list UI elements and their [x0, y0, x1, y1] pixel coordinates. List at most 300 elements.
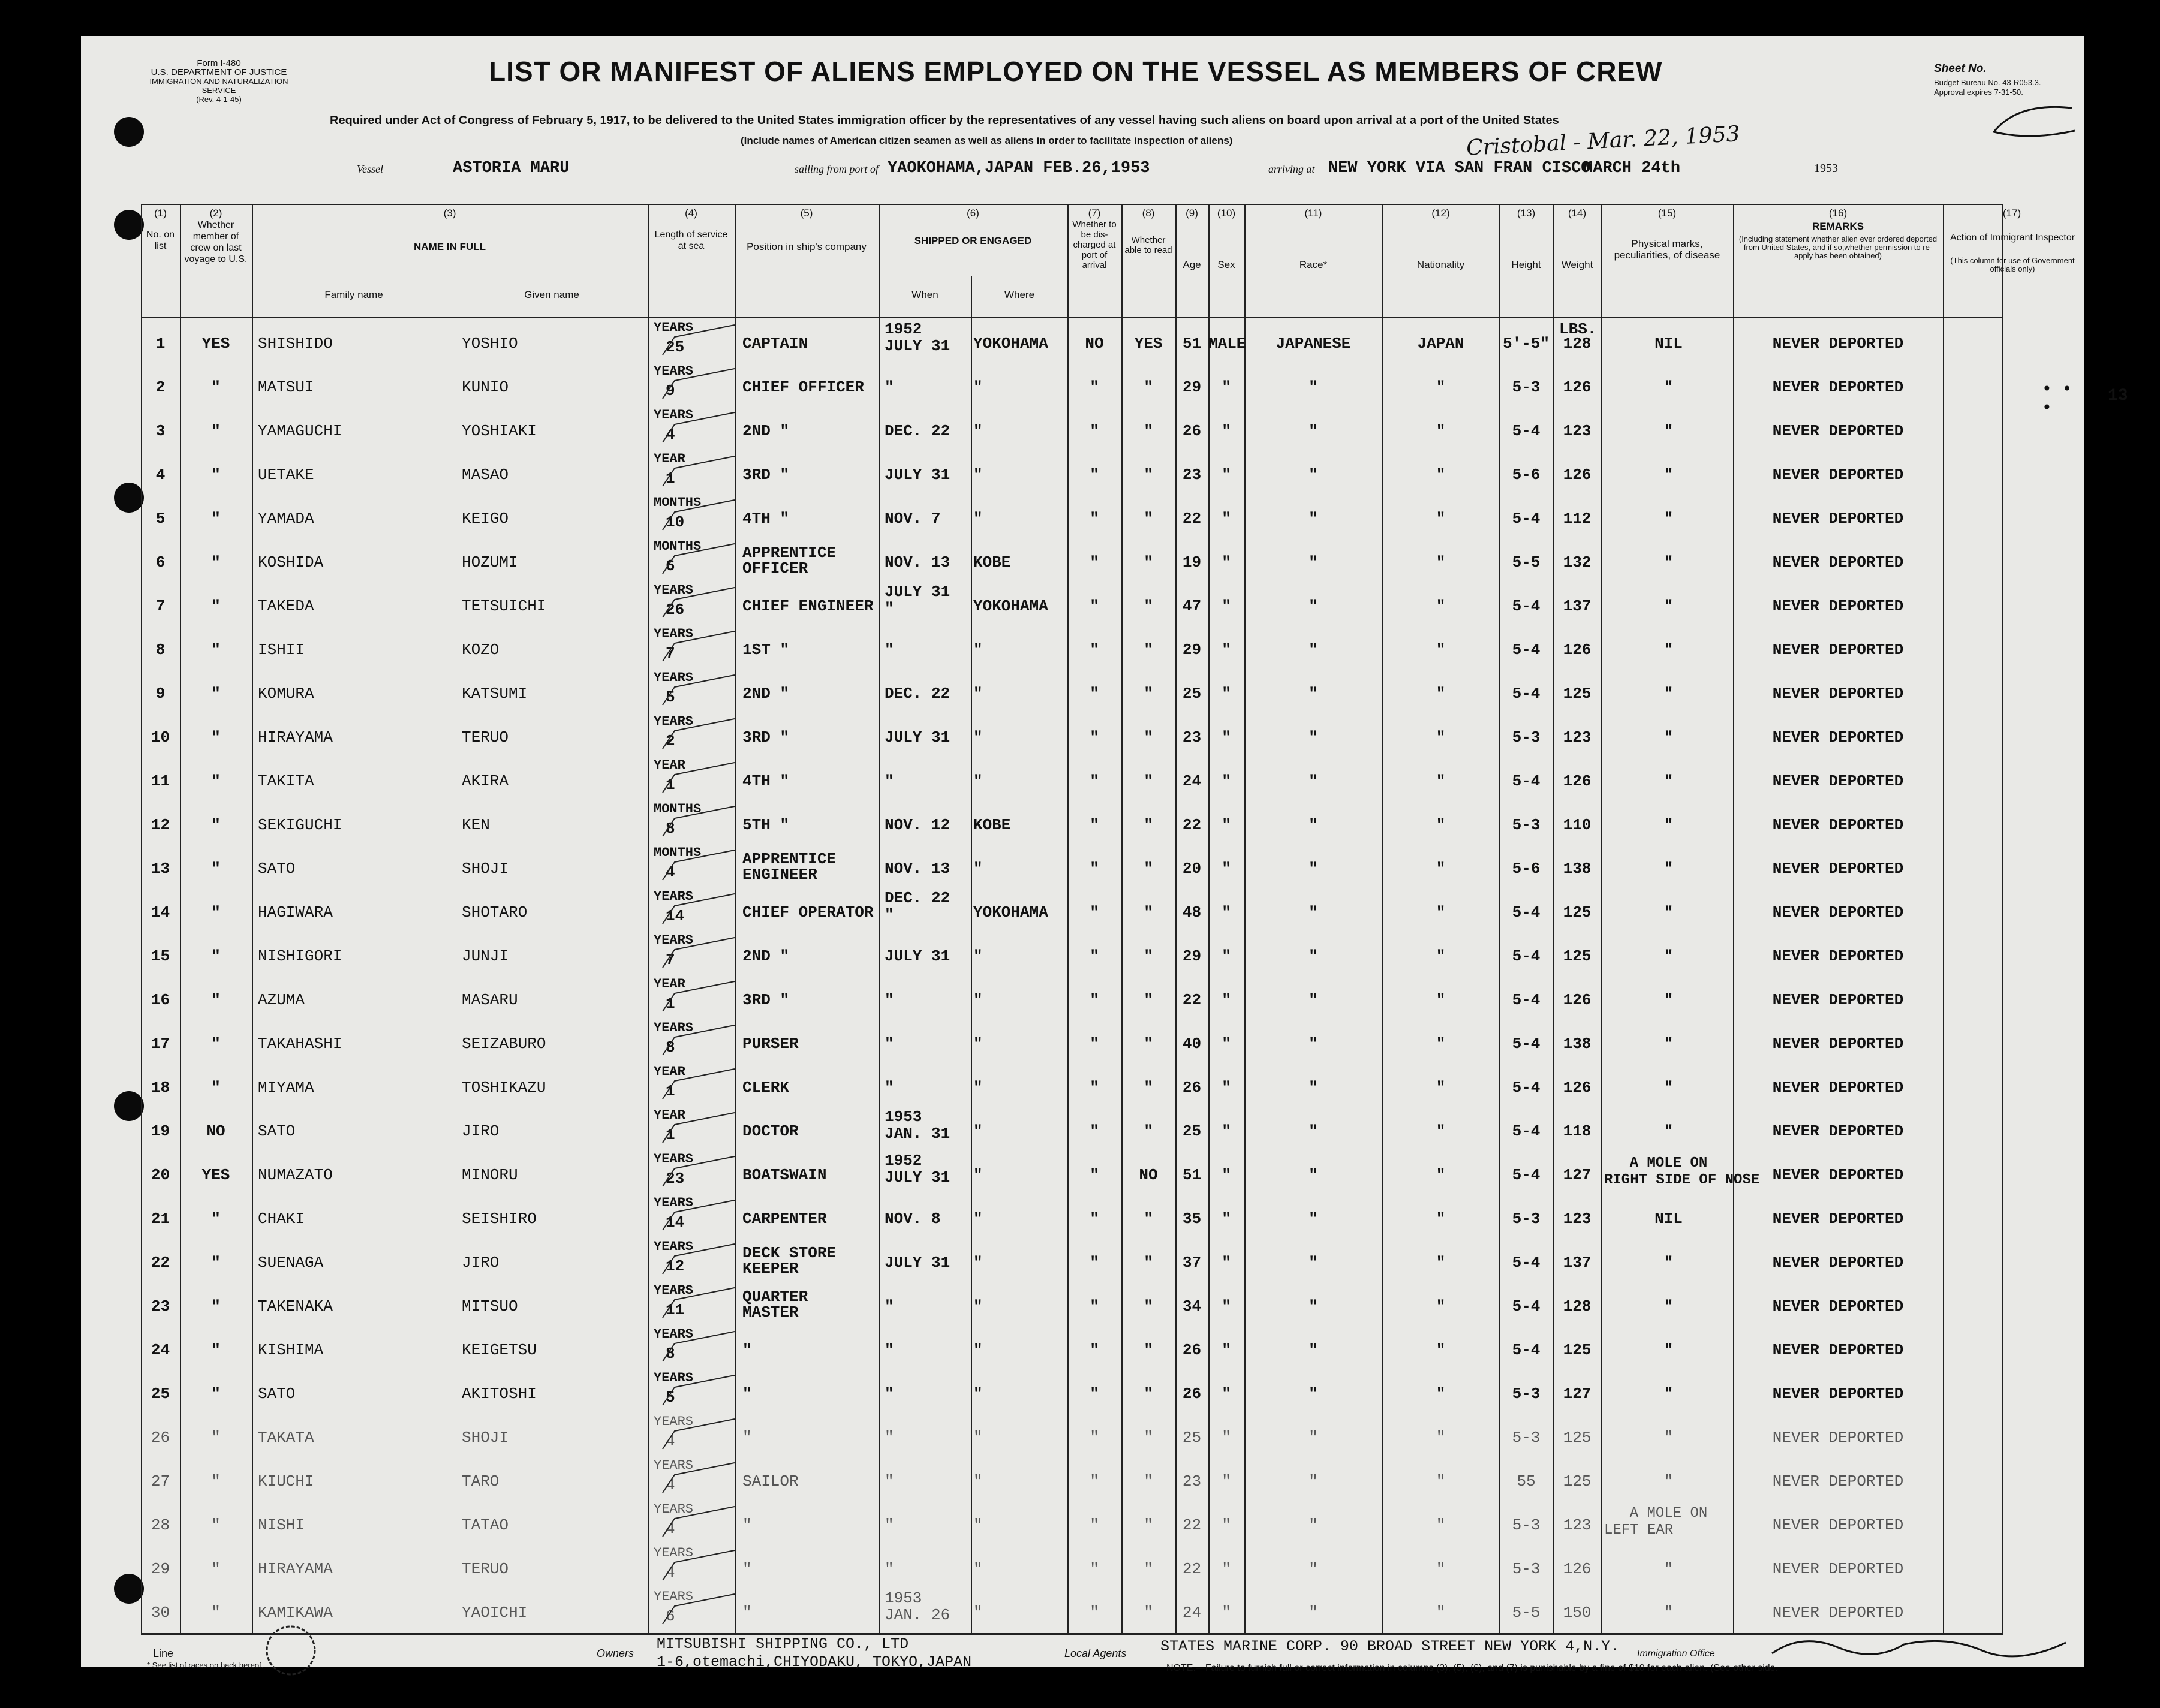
age-cell: 23 — [1182, 728, 1202, 746]
physical-marks-cell: A MOLE ON — [1629, 1505, 1708, 1522]
col-num: (6) — [967, 207, 979, 219]
race-cell: " — [1308, 903, 1318, 921]
race-cell: " — [1308, 991, 1318, 1009]
pen-check-mark — [651, 669, 741, 711]
given-name-cell: MASAO — [462, 466, 509, 484]
physical-marks-cell: " — [1663, 378, 1674, 396]
weight-cell: 123 — [1563, 728, 1592, 746]
nationality-cell: " — [1436, 641, 1446, 659]
physical-marks-cell: " — [1663, 553, 1674, 571]
family-name-cell: TAKITA — [258, 772, 314, 790]
col-physical-marks: Physical marks, peculiarities, of disease — [1614, 238, 1720, 261]
height-cell: 5-5 — [1512, 1604, 1541, 1622]
remarks-cell: NEVER DEPORTED — [1772, 1341, 1904, 1359]
pen-check-mark — [651, 1019, 741, 1061]
given-name-cell: SHOJI — [462, 860, 509, 878]
where-cell: " — [973, 466, 983, 484]
given-name-cell: TERUO — [462, 1560, 509, 1578]
vessel-name: ASTORIA MARU — [453, 159, 570, 177]
physical-marks-cell: " — [1663, 1341, 1674, 1359]
sex-cell: " — [1222, 597, 1231, 615]
sex-cell: " — [1222, 1560, 1231, 1578]
weight-cell: 126 — [1563, 772, 1592, 790]
read-cell: " — [1144, 991, 1153, 1009]
given-name-cell: KUNIO — [462, 378, 509, 396]
row-number: 28 — [151, 1516, 170, 1534]
nationality-cell: " — [1436, 1341, 1446, 1359]
sex-cell: " — [1222, 466, 1231, 484]
col-remarks: REMARKS — [1812, 221, 1864, 232]
col-num: (10) — [1217, 207, 1236, 219]
where-cell: " — [973, 1516, 983, 1534]
remarks-cell: NEVER DEPORTED — [1772, 510, 1904, 528]
given-name-cell: TATAO — [462, 1516, 509, 1534]
where-cell: " — [973, 947, 983, 965]
nationality-cell: " — [1436, 903, 1446, 921]
race-cell: " — [1308, 1254, 1318, 1272]
where-cell: " — [973, 1385, 983, 1403]
age-cell: 20 — [1182, 860, 1202, 878]
pen-check-mark — [651, 713, 741, 755]
age-cell: 51 — [1182, 1166, 1202, 1184]
row-number: 22 — [151, 1254, 170, 1272]
service-length-cell: 1 — [666, 776, 675, 794]
remarks-cell: NEVER DEPORTED — [1772, 422, 1904, 440]
crew-rows — [141, 319, 2001, 1632]
position-cell: CHIEF ENGINEER — [742, 597, 874, 615]
service-unit-cell: YEAR — [654, 451, 685, 466]
discharged-cell: " — [1090, 860, 1099, 878]
read-cell: " — [1144, 903, 1153, 921]
nationality-cell: " — [1436, 378, 1446, 396]
remarks-cell: NEVER DEPORTED — [1772, 1297, 1904, 1315]
position-cell-line2: MASTER — [742, 1303, 799, 1321]
family-name-cell: UETAKE — [258, 466, 314, 484]
last-voyage-cell: " — [211, 1429, 221, 1447]
when-cell: DEC. 22 — [885, 422, 950, 440]
col-name-in-full: NAME IN FULL — [414, 241, 486, 252]
physical-marks-cell: " — [1663, 466, 1674, 484]
col-num: (8) — [1142, 207, 1155, 219]
row-number: 30 — [151, 1604, 170, 1622]
weight-cell: 127 — [1563, 1166, 1592, 1184]
position-cell: " — [742, 1560, 752, 1578]
sex-cell: " — [1222, 1079, 1231, 1097]
weight-cell: 125 — [1563, 1429, 1592, 1447]
given-name-cell: KEN — [462, 816, 490, 834]
agents-label: Local Agents — [1064, 1647, 1127, 1659]
row-number: 26 — [151, 1429, 170, 1447]
table-row — [141, 1063, 2001, 1105]
read-cell: " — [1144, 728, 1153, 746]
last-voyage-cell: " — [211, 553, 221, 571]
given-name-cell: TARO — [462, 1472, 500, 1490]
race-cell: " — [1308, 772, 1318, 790]
read-cell: " — [1144, 1079, 1153, 1097]
age-cell: 25 — [1182, 685, 1202, 703]
position-cell: " — [742, 1341, 752, 1359]
service-unit-cell: YEARS — [654, 1502, 694, 1517]
race-cell: " — [1308, 597, 1318, 615]
row-number: 13 — [151, 860, 170, 878]
family-name-cell: KIUCHI — [258, 1472, 314, 1490]
discharged-cell: " — [1090, 641, 1099, 659]
read-cell: " — [1144, 685, 1153, 703]
physical-marks-cell: " — [1663, 422, 1674, 440]
position-cell: 3RD " — [742, 466, 790, 484]
read-cell: " — [1144, 510, 1153, 528]
discharged-cell: " — [1090, 466, 1099, 484]
discharged-cell: " — [1090, 816, 1099, 834]
last-voyage-cell: " — [211, 1385, 221, 1403]
age-cell: 22 — [1182, 991, 1202, 1009]
height-cell: 5-3 — [1512, 1210, 1541, 1228]
position-cell: " — [742, 1604, 752, 1622]
read-cell: " — [1144, 1472, 1153, 1490]
punch-hole — [114, 210, 144, 240]
service-unit-cell: YEARS — [654, 1370, 694, 1385]
service-unit-cell: YEARS — [654, 1239, 694, 1254]
family-name-cell: MIYAMA — [258, 1079, 314, 1097]
last-voyage-cell: " — [211, 772, 221, 790]
weight-cell: 126 — [1563, 1079, 1592, 1097]
table-row — [141, 363, 2001, 405]
col-discharged: Whether to be dis-charged at port of arrival — [1072, 219, 1117, 270]
physical-marks-cell: " — [1663, 1035, 1674, 1053]
service-length-cell: 1 — [666, 1082, 675, 1100]
nationality-cell: " — [1436, 422, 1446, 440]
when-year-cell: DEC. 22 — [885, 889, 950, 907]
table-row — [141, 1107, 2001, 1149]
sex-cell: " — [1222, 772, 1231, 790]
position-cell: 4TH " — [742, 510, 790, 528]
row-number: 1 — [155, 335, 166, 353]
subtitle: Required under Act of Congress of February 5, 1917, to be delivered to the United States immigration officer by the representatives of any vessel having such aliens on board upon arrival at a port of the United States — [330, 114, 1559, 127]
position-cell: 1ST " — [742, 641, 790, 659]
read-cell: " — [1144, 1122, 1153, 1140]
sex-cell: " — [1222, 510, 1231, 528]
arrival-date: MARCH 24th — [1583, 159, 1681, 177]
last-voyage-cell: " — [211, 1604, 221, 1622]
discharged-cell: " — [1090, 1166, 1099, 1184]
table-row — [141, 1150, 2001, 1193]
service-length-cell: 4 — [666, 426, 675, 444]
pen-check-mark — [651, 975, 741, 1017]
physical-marks-cell: " — [1663, 1297, 1674, 1315]
pen-check-mark — [651, 319, 741, 361]
height-cell: 5-4 — [1512, 641, 1541, 659]
pen-stroke — [1982, 96, 2078, 144]
weight-cell: 137 — [1563, 597, 1592, 615]
discharged-cell: " — [1090, 553, 1099, 571]
owners-address: 1-6,otemachi,CHIYODAKU, TOKYO,JAPAN — [657, 1653, 972, 1671]
remarks-cell: NEVER DEPORTED — [1772, 685, 1904, 703]
sex-cell: " — [1222, 728, 1231, 746]
when-cell: DEC. 22 — [885, 685, 950, 703]
discharged-cell: " — [1090, 1604, 1099, 1622]
given-name-cell: AKITOSHI — [462, 1385, 537, 1403]
official-stamp — [249, 1623, 333, 1677]
family-name-cell: NUMAZATO — [258, 1166, 333, 1184]
service-unit-cell: YEARS — [654, 1195, 694, 1210]
remarks-cell: NEVER DEPORTED — [1772, 1516, 1904, 1534]
nationality-cell: " — [1436, 860, 1446, 878]
discharged-cell: " — [1090, 422, 1099, 440]
table-row — [141, 1194, 2001, 1237]
table-row — [141, 1326, 2001, 1368]
remarks-cell: NEVER DEPORTED — [1772, 1079, 1904, 1097]
weight-cell: 137 — [1563, 1254, 1592, 1272]
sex-cell: " — [1222, 641, 1231, 659]
given-name-cell: YAOICHI — [462, 1604, 528, 1622]
service-length-cell: 1 — [666, 995, 675, 1013]
service-unit-cell: YEARS — [654, 1020, 694, 1035]
age-cell: 34 — [1182, 1297, 1202, 1315]
given-name-cell: TOSHIKAZU — [462, 1079, 546, 1097]
remarks-cell: NEVER DEPORTED — [1772, 903, 1904, 921]
table-row — [141, 713, 2001, 755]
position-cell: DECK STORE — [742, 1244, 837, 1262]
nationality-cell: " — [1436, 1472, 1446, 1490]
inspector-signature — [1766, 1629, 2078, 1665]
remarks-cell: NEVER DEPORTED — [1772, 1560, 1904, 1578]
position-cell: 4TH " — [742, 772, 790, 790]
last-voyage-cell: " — [211, 1210, 221, 1228]
service-length-cell: 14 — [666, 907, 685, 925]
age-cell: 22 — [1182, 816, 1202, 834]
col-num: (17) — [2002, 207, 2021, 219]
last-voyage-cell: " — [211, 685, 221, 703]
where-cell: YOKOHAMA — [973, 335, 1048, 353]
last-voyage-cell: " — [211, 1079, 221, 1097]
pen-check-mark — [651, 757, 741, 799]
col-num: (13) — [1517, 207, 1536, 219]
pen-check-mark — [651, 1326, 741, 1367]
service-unit-cell: YEARS — [654, 1283, 694, 1298]
table-row — [141, 932, 2001, 974]
given-name-cell: YOSHIAKI — [462, 422, 537, 440]
remarks-cell: NEVER DEPORTED — [1772, 466, 1904, 484]
read-cell: " — [1144, 1560, 1153, 1578]
table-row — [141, 800, 2001, 843]
when-year-cell: JULY 31 — [885, 583, 950, 601]
service-length-cell: 1 — [666, 1126, 675, 1144]
sex-cell: MALE — [1208, 335, 1246, 353]
height-cell: 5-4 — [1512, 1079, 1541, 1097]
sex-cell: " — [1222, 816, 1231, 834]
position-cell: " — [742, 1429, 752, 1447]
owners-label: Owners — [597, 1647, 634, 1659]
race-cell: " — [1308, 860, 1318, 878]
age-cell: 24 — [1182, 1604, 1202, 1622]
service-unit-cell: YEARS — [654, 889, 694, 904]
family-name-cell: SATO — [258, 860, 296, 878]
where-cell: " — [973, 1166, 983, 1184]
family-name-cell: SEKIGUCHI — [258, 816, 342, 834]
service-unit-cell: YEARS — [654, 1327, 694, 1342]
weight-cell: 112 — [1563, 510, 1592, 528]
sex-cell: " — [1222, 947, 1231, 965]
position-cell: DOCTOR — [742, 1122, 799, 1140]
service-length-cell: 4 — [666, 1564, 675, 1582]
service-unit-cell: YEARS — [654, 583, 694, 598]
physical-marks-cell: " — [1663, 1254, 1674, 1272]
weight-cell: 150 — [1563, 1604, 1592, 1622]
age-cell: 26 — [1182, 1385, 1202, 1403]
age-cell: 29 — [1182, 947, 1202, 965]
remarks-cell: NEVER DEPORTED — [1772, 947, 1904, 965]
physical-marks-cell: " — [1663, 1122, 1674, 1140]
height-cell: 55 — [1517, 1472, 1536, 1490]
discharged-cell: NO — [1085, 335, 1104, 353]
port-of-departure: YAOKOHAMA,JAPAN FEB.26,1953 — [888, 159, 1150, 177]
form-number: Form I-480 — [197, 58, 241, 68]
given-name-cell: AKIRA — [462, 772, 509, 790]
weight-cell: 138 — [1563, 860, 1592, 878]
read-cell: " — [1144, 1341, 1153, 1359]
weight-cell: 118 — [1563, 1122, 1592, 1140]
when-cell: JULY 31 — [885, 1168, 950, 1186]
service-length-cell: 4 — [666, 1476, 675, 1494]
row-number: 24 — [151, 1341, 170, 1359]
service-unit-cell: MONTHS — [654, 845, 702, 860]
pen-check-mark — [651, 625, 741, 667]
where-cell: " — [973, 728, 983, 746]
when-cell: " — [885, 1297, 894, 1315]
family-name-cell: CHAKI — [258, 1210, 305, 1228]
row-number: 14 — [151, 903, 170, 921]
when-year-cell: 1953 — [885, 1589, 922, 1607]
physical-marks-cell: A MOLE ON — [1629, 1155, 1708, 1171]
last-voyage-cell: " — [211, 466, 221, 484]
weight-cell: 138 — [1563, 1035, 1592, 1053]
when-year-cell: 1952 — [885, 1152, 922, 1170]
height-cell: 5-4 — [1512, 1122, 1541, 1140]
weight-cell: 126 — [1563, 378, 1592, 396]
discharged-cell: " — [1090, 1297, 1099, 1315]
last-voyage-cell: " — [211, 1297, 221, 1315]
race-cell: " — [1308, 1166, 1318, 1184]
race-cell: " — [1308, 641, 1318, 659]
weight-cell: 110 — [1563, 816, 1592, 834]
col-num: (4) — [685, 207, 697, 219]
weight-cell: 125 — [1563, 1472, 1592, 1490]
when-cell: JULY 31 — [885, 466, 950, 484]
sex-cell: " — [1222, 1035, 1231, 1053]
row-number: 11 — [151, 772, 170, 790]
col-action-note: (This column for use of Government officials only) — [1950, 256, 2075, 273]
service-length-cell: 7 — [666, 951, 675, 969]
read-cell: " — [1144, 1385, 1153, 1403]
nationality-cell: " — [1436, 1429, 1446, 1447]
punch-hole — [114, 483, 144, 513]
table-row — [141, 888, 2001, 930]
service-length-cell: 14 — [666, 1213, 685, 1231]
family-name-cell: KOSHIDA — [258, 553, 324, 571]
discharged-cell: " — [1090, 1516, 1099, 1534]
pen-check-mark — [651, 450, 741, 492]
voyage-line — [81, 156, 2084, 180]
last-voyage-cell: " — [211, 597, 221, 615]
table-row — [141, 1238, 2001, 1281]
given-name-cell: TERUO — [462, 728, 509, 746]
service-length-cell: 8 — [666, 1345, 675, 1363]
service: IMMIGRATION AND NATURALIZATION SERVICE — [149, 77, 288, 95]
height-cell: 5-3 — [1512, 1429, 1541, 1447]
where-cell: " — [973, 991, 983, 1009]
approval-expiry: Approval expires 7-31-50. — [1934, 88, 2023, 97]
sex-cell: " — [1222, 991, 1231, 1009]
service-length-cell: 2 — [666, 732, 675, 750]
col-weight: Weight — [1561, 259, 1593, 270]
nationality-cell: " — [1436, 1079, 1446, 1097]
table-row — [141, 582, 2001, 624]
where-cell: " — [973, 378, 983, 396]
height-cell: 5-4 — [1512, 422, 1541, 440]
discharged-cell: " — [1090, 1079, 1099, 1097]
discharged-cell: " — [1090, 991, 1099, 1009]
position-cell: CHIEF OFFICER — [742, 378, 864, 396]
pen-check-mark — [651, 1413, 741, 1455]
remarks-cell: NEVER DEPORTED — [1772, 1035, 1904, 1053]
table-row — [141, 494, 2001, 537]
service-unit-cell: MONTHS — [654, 539, 702, 554]
discharged-cell: " — [1090, 728, 1099, 746]
line-label: Line — [153, 1647, 174, 1659]
read-cell: " — [1144, 466, 1153, 484]
position-cell: APPRENTICE — [742, 850, 837, 868]
physical-marks-cell: " — [1663, 510, 1674, 528]
service-unit-cell: YEAR — [654, 1064, 685, 1079]
race-cell: " — [1308, 1035, 1318, 1053]
discharged-cell: " — [1090, 378, 1099, 396]
discharged-cell: " — [1090, 597, 1099, 615]
age-cell: 22 — [1182, 1516, 1202, 1534]
last-voyage-cell: " — [211, 378, 221, 396]
height-cell: 5-3 — [1512, 1385, 1541, 1403]
col-num: (11) — [1304, 207, 1322, 219]
service-unit-cell: YEARS — [654, 626, 694, 641]
height-cell: 5-6 — [1512, 860, 1541, 878]
nationality-cell: " — [1436, 466, 1446, 484]
when-cell: JULY 31 — [885, 337, 950, 355]
nationality-cell: JAPAN — [1417, 335, 1464, 353]
department: U.S. DEPARTMENT OF JUSTICE — [151, 67, 287, 77]
pen-check-mark — [651, 1238, 741, 1280]
given-name-cell: SEISHIRO — [462, 1210, 537, 1228]
where-cell: " — [973, 1297, 983, 1315]
table-row — [141, 1019, 2001, 1062]
where-cell: " — [973, 641, 983, 659]
sex-cell: " — [1222, 422, 1231, 440]
family-name-cell: HIRAYAMA — [258, 1560, 333, 1578]
height-cell: 5-5 — [1512, 553, 1541, 571]
where-cell: KOBE — [973, 553, 1011, 571]
col-num: (2) — [209, 207, 222, 219]
service-length-cell: 23 — [666, 1170, 685, 1188]
position-cell: 2ND " — [742, 947, 790, 965]
family-name-cell: YAMADA — [258, 510, 314, 528]
service-length-cell: 1 — [666, 469, 675, 487]
col-num: (16) — [1828, 207, 1848, 219]
read-cell: YES — [1134, 335, 1163, 353]
nationality-cell: " — [1436, 597, 1446, 615]
physical-marks-cell: " — [1663, 1604, 1674, 1622]
row-number: 7 — [155, 597, 166, 615]
nationality-cell: " — [1436, 685, 1446, 703]
race-cell: " — [1308, 378, 1318, 396]
weight-cell: 128 — [1563, 335, 1592, 353]
